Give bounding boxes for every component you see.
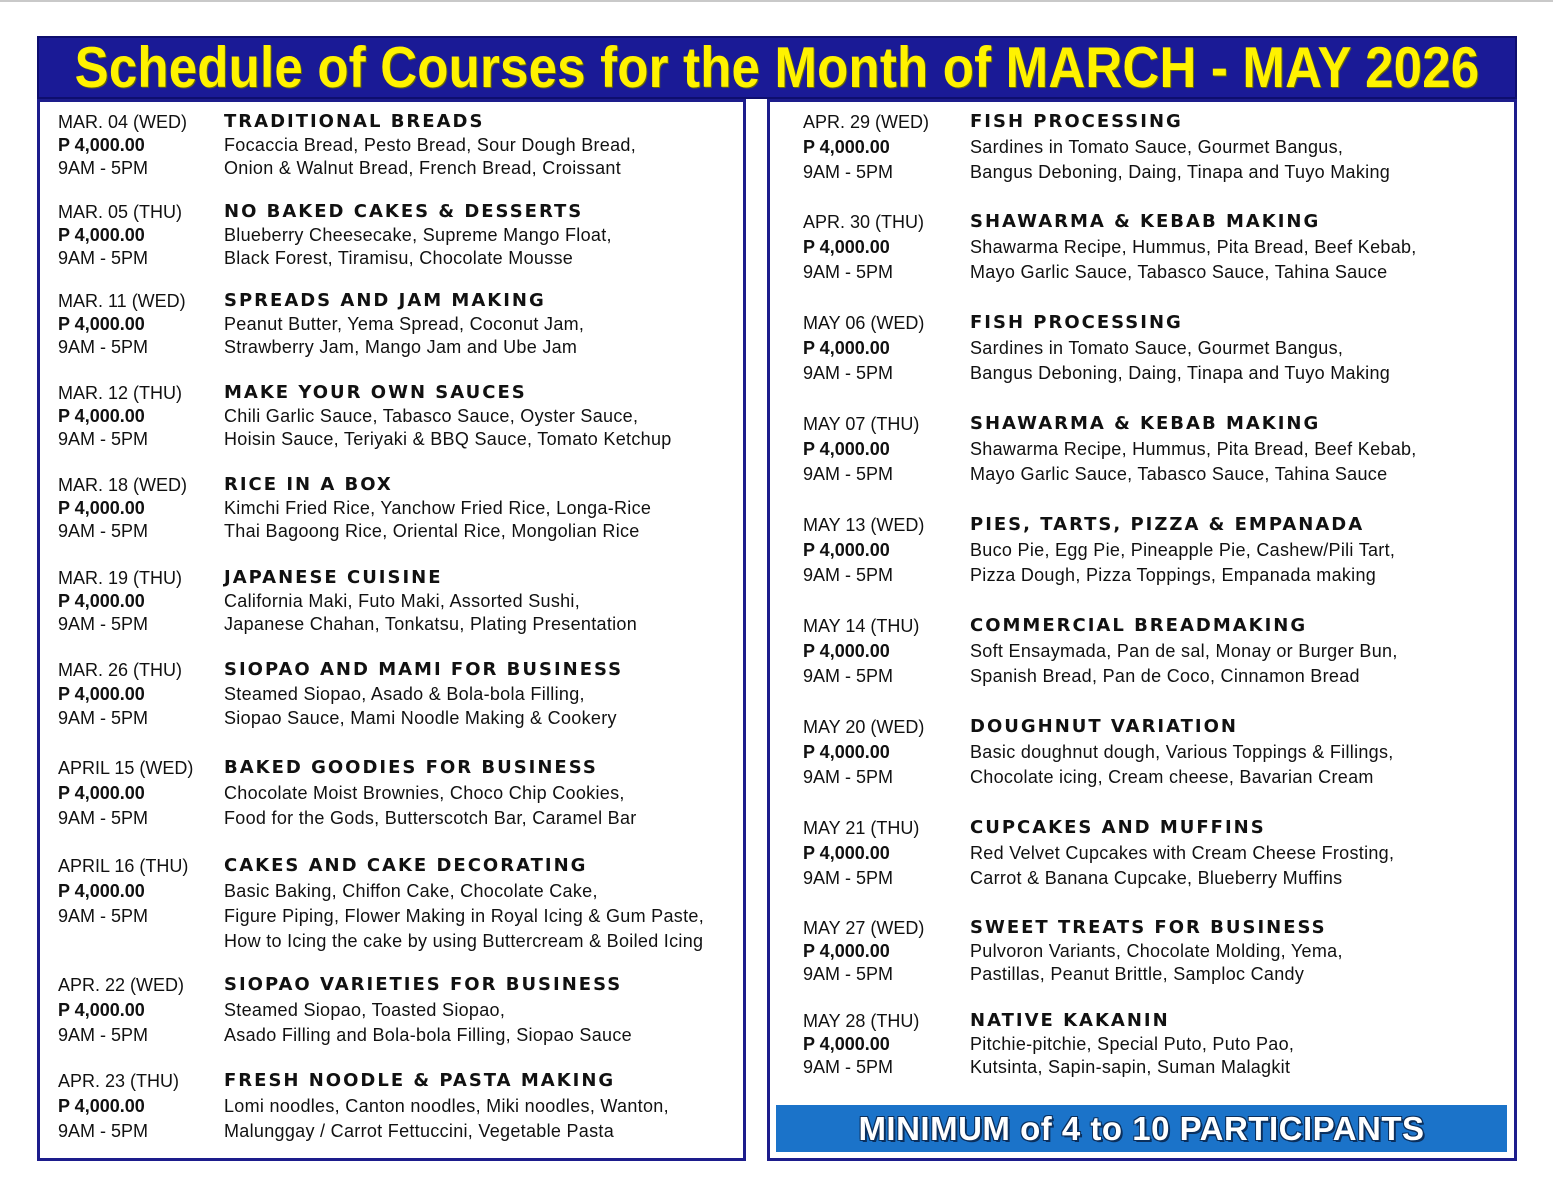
course-time: 9AM - 5PM xyxy=(803,767,894,787)
course-description-line: Black Forest, Tiramisu, Chocolate Mousse xyxy=(224,248,574,268)
course-description-line: Red Velvet Cupcakes with Cream Cheese Frosting, xyxy=(970,843,1395,863)
course-price: P 4,000.00 xyxy=(803,941,890,961)
course-description-line: Soft Ensaymada, Pan de sal, Monay or Burger Bun, xyxy=(970,641,1398,661)
course-time: 9AM - 5PM xyxy=(803,162,894,182)
course-description-line: Pizza Dough, Pizza Toppings, Empanada making xyxy=(970,565,1377,585)
course-title: SIOPAO AND MAMI FOR BUSINESS xyxy=(224,659,624,680)
course-title: SWEET TREATS FOR BUSINESS xyxy=(970,917,1327,938)
course-date: MAR. 04 (WED) xyxy=(58,112,188,132)
course-description-line: Sardines in Tomato Sauce, Gourmet Bangus, xyxy=(970,338,1344,358)
course-time: 9AM - 5PM xyxy=(58,158,149,178)
course-date: MAR. 05 (THU) xyxy=(58,202,183,222)
course-price: P 4,000.00 xyxy=(58,881,145,901)
top-rule xyxy=(0,0,1553,2)
course-time: 9AM - 5PM xyxy=(803,262,894,282)
course-description-line: Kimchi Fried Rice, Yanchow Fried Rice, Longa-Rice xyxy=(224,498,652,518)
course-description-line: Asado Filling and Bola-bola Filling, Siopao Sauce xyxy=(224,1025,632,1045)
course-date: MAY 14 (THU) xyxy=(803,616,920,636)
course-description-line: California Maki, Futo Maki, Assorted Sushi, xyxy=(224,591,581,611)
course-title: SIOPAO VARIETIES FOR BUSINESS xyxy=(224,974,623,995)
course-date: MAY 21 (THU) xyxy=(803,818,920,838)
course-title: CAKES AND CAKE DECORATING xyxy=(224,855,588,876)
course-description-line: Bangus Deboning, Daing, Tinapa and Tuyo Making xyxy=(970,162,1391,182)
course-description-line: Steamed Siopao, Toasted Siopao, xyxy=(224,1000,506,1020)
course-title: JAPANESE CUISINE xyxy=(224,567,443,588)
course-date: APRIL 15 (WED) xyxy=(58,758,194,778)
course-description-line: Shawarma Recipe, Hummus, Pita Bread, Beef Kebab, xyxy=(970,439,1417,459)
course-description-line: Chocolate icing, Cream cheese, Bavarian Cream xyxy=(970,767,1374,787)
course-description-line: Lomi noodles, Canton noodles, Miki noodles, Wanton, xyxy=(224,1096,669,1116)
course-title: NATIVE KAKANIN xyxy=(970,1010,1170,1031)
course-description-line: Basic Baking, Chiffon Cake, Chocolate Cake, xyxy=(224,881,598,901)
course-description-line: Chili Garlic Sauce, Tabasco Sauce, Oyster Sauce, xyxy=(224,406,639,426)
course-time: 9AM - 5PM xyxy=(58,708,149,728)
course-title: FISH PROCESSING xyxy=(970,111,1183,132)
course-title: BAKED GOODIES FOR BUSINESS xyxy=(224,757,598,778)
course-title: COMMERCIAL BREADMAKING xyxy=(970,615,1308,636)
course-time: 9AM - 5PM xyxy=(803,363,894,383)
course-title: FISH PROCESSING xyxy=(970,312,1183,333)
course-price: P 4,000.00 xyxy=(58,684,145,704)
course-description-line: Food for the Gods, Butterscotch Bar, Caramel Bar xyxy=(224,808,637,828)
course-description-line: How to Icing the cake by using Buttercream & Boiled Icing xyxy=(224,931,704,951)
course-description-line: Pastillas, Peanut Brittle, Samploc Candy xyxy=(970,964,1305,984)
course-time: 9AM - 5PM xyxy=(58,337,149,357)
course-description-line: Focaccia Bread, Pesto Bread, Sour Dough Bread, xyxy=(224,135,637,155)
course-description-line: Hoisin Sauce, Teriyaki & BBQ Sauce, Tomato Ketchup xyxy=(224,429,672,449)
course-price: P 4,000.00 xyxy=(58,1096,145,1116)
course-time: 9AM - 5PM xyxy=(803,1057,894,1077)
course-date: APR. 29 (WED) xyxy=(803,112,930,132)
course-date: MAY 06 (WED) xyxy=(803,313,925,333)
course-date: MAY 20 (WED) xyxy=(803,717,925,737)
course-date: MAR. 26 (THU) xyxy=(58,660,183,680)
course-description-line: Basic doughnut dough, Various Toppings & Fillings, xyxy=(970,742,1394,762)
course-date: MAY 28 (THU) xyxy=(803,1011,920,1031)
course-date: MAY 13 (WED) xyxy=(803,515,925,535)
course-title: SHAWARMA & KEBAB MAKING xyxy=(970,413,1321,434)
course-description-line: Thai Bagoong Rice, Oriental Rice, Mongolian Rice xyxy=(224,521,640,541)
course-description-line: Onion & Walnut Bread, French Bread, Croissant xyxy=(224,158,622,178)
course-title: FRESH NOODLE & PASTA MAKING xyxy=(224,1070,616,1091)
course-price: P 4,000.00 xyxy=(58,591,145,611)
course-time: 9AM - 5PM xyxy=(58,248,149,268)
course-price: P 4,000.00 xyxy=(803,338,890,358)
course-price: P 4,000.00 xyxy=(58,498,145,518)
course-time: 9AM - 5PM xyxy=(803,666,894,686)
course-price: P 4,000.00 xyxy=(803,237,890,257)
course-description-line: Bangus Deboning, Daing, Tinapa and Tuyo Making xyxy=(970,363,1391,383)
course-time: 9AM - 5PM xyxy=(58,614,149,634)
course-description-line: Mayo Garlic Sauce, Tabasco Sauce, Tahina Sauce xyxy=(970,262,1388,282)
course-price: P 4,000.00 xyxy=(58,314,145,334)
course-description-line: Sardines in Tomato Sauce, Gourmet Bangus, xyxy=(970,137,1344,157)
course-time: 9AM - 5PM xyxy=(58,1025,149,1045)
course-date: MAR. 18 (WED) xyxy=(58,475,188,495)
course-time: 9AM - 5PM xyxy=(803,868,894,888)
course-date: MAR. 19 (THU) xyxy=(58,568,183,588)
participants-text: MINIMUM of 4 to 10 PARTICIPANTS xyxy=(858,1109,1425,1147)
course-description-line: Mayo Garlic Sauce, Tabasco Sauce, Tahina Sauce xyxy=(970,464,1388,484)
course-date: APR. 23 (THU) xyxy=(58,1071,180,1091)
course-description-line: Spanish Bread, Pan de Coco, Cinnamon Bread xyxy=(970,666,1360,686)
course-time: 9AM - 5PM xyxy=(58,429,149,449)
course-title: SPREADS AND JAM MAKING xyxy=(224,290,546,311)
course-date: APR. 22 (WED) xyxy=(58,975,185,995)
course-description-line: Shawarma Recipe, Hummus, Pita Bread, Beef Kebab, xyxy=(970,237,1417,257)
course-description-line: Blueberry Cheesecake, Supreme Mango Float, xyxy=(224,225,612,245)
course-description-line: Steamed Siopao, Asado & Bola-bola Filling, xyxy=(224,684,585,704)
course-description-line: Siopao Sauce, Mami Noodle Making & Cookery xyxy=(224,708,617,728)
course-description-line: Strawberry Jam, Mango Jam and Ube Jam xyxy=(224,337,578,357)
participants-banner xyxy=(776,1105,1507,1152)
course-date: MAR. 12 (THU) xyxy=(58,383,183,403)
course-title: NO BAKED CAKES & DESSERTS xyxy=(224,201,584,222)
header-banner xyxy=(37,36,1517,99)
course-price: P 4,000.00 xyxy=(58,225,145,245)
course-price: P 4,000.00 xyxy=(803,843,890,863)
course-price: P 4,000.00 xyxy=(58,1000,145,1020)
course-description-line: Malunggay / Carrot Fettuccini, Vegetable Pasta xyxy=(224,1121,615,1141)
course-date: MAY 27 (WED) xyxy=(803,918,925,938)
course-description-line: Kutsinta, Sapin-sapin, Suman Malagkit xyxy=(970,1057,1291,1077)
page-title: Schedule of Courses for the Month of MARCH - MAY 2026 xyxy=(74,36,1480,99)
course-price: P 4,000.00 xyxy=(58,783,145,803)
course-title: MAKE YOUR OWN SAUCES xyxy=(224,382,527,403)
course-price: P 4,000.00 xyxy=(803,540,890,560)
course-title: TRADITIONAL BREADS xyxy=(224,111,485,132)
course-title: RICE IN A BOX xyxy=(224,474,393,495)
course-description-line: Carrot & Banana Cupcake, Blueberry Muffins xyxy=(970,868,1343,888)
course-time: 9AM - 5PM xyxy=(58,1121,149,1141)
course-price: P 4,000.00 xyxy=(58,406,145,426)
course-price: P 4,000.00 xyxy=(803,439,890,459)
course-time: 9AM - 5PM xyxy=(58,808,149,828)
course-title: CUPCAKES AND MUFFINS xyxy=(970,817,1266,838)
course-description-line: Peanut Butter, Yema Spread, Coconut Jam, xyxy=(224,314,585,334)
course-time: 9AM - 5PM xyxy=(58,521,149,541)
course-description-line: Pulvoron Variants, Chocolate Molding, Yema, xyxy=(970,941,1343,961)
course-title: DOUGHNUT VARIATION xyxy=(970,716,1238,737)
course-date: MAY 07 (THU) xyxy=(803,414,920,434)
course-title: PIES, TARTS, PIZZA & EMPANADA xyxy=(970,514,1365,535)
course-description-line: Buco Pie, Egg Pie, Pineapple Pie, Cashew/Pili Tart, xyxy=(970,540,1396,560)
course-price: P 4,000.00 xyxy=(803,1034,890,1054)
course-price: P 4,000.00 xyxy=(803,641,890,661)
course-price: P 4,000.00 xyxy=(58,135,145,155)
course-time: 9AM - 5PM xyxy=(803,565,894,585)
course-title: SHAWARMA & KEBAB MAKING xyxy=(970,211,1321,232)
course-time: 9AM - 5PM xyxy=(803,964,894,984)
course-price: P 4,000.00 xyxy=(803,137,890,157)
course-date: APR. 30 (THU) xyxy=(803,212,925,232)
course-description-line: Chocolate Moist Brownies, Choco Chip Cookies, xyxy=(224,783,625,803)
course-price: P 4,000.00 xyxy=(803,742,890,762)
course-description-line: Japanese Chahan, Tonkatsu, Plating Presentation xyxy=(224,614,638,634)
course-date: MAR. 11 (WED) xyxy=(58,291,186,311)
course-time: 9AM - 5PM xyxy=(58,906,149,926)
course-description-line: Figure Piping, Flower Making in Royal Icing & Gum Paste, xyxy=(224,906,704,926)
course-description-line: Pitchie-pitchie, Special Puto, Puto Pao, xyxy=(970,1034,1295,1054)
course-time: 9AM - 5PM xyxy=(803,464,894,484)
course-date: APRIL 16 (THU) xyxy=(58,856,189,876)
